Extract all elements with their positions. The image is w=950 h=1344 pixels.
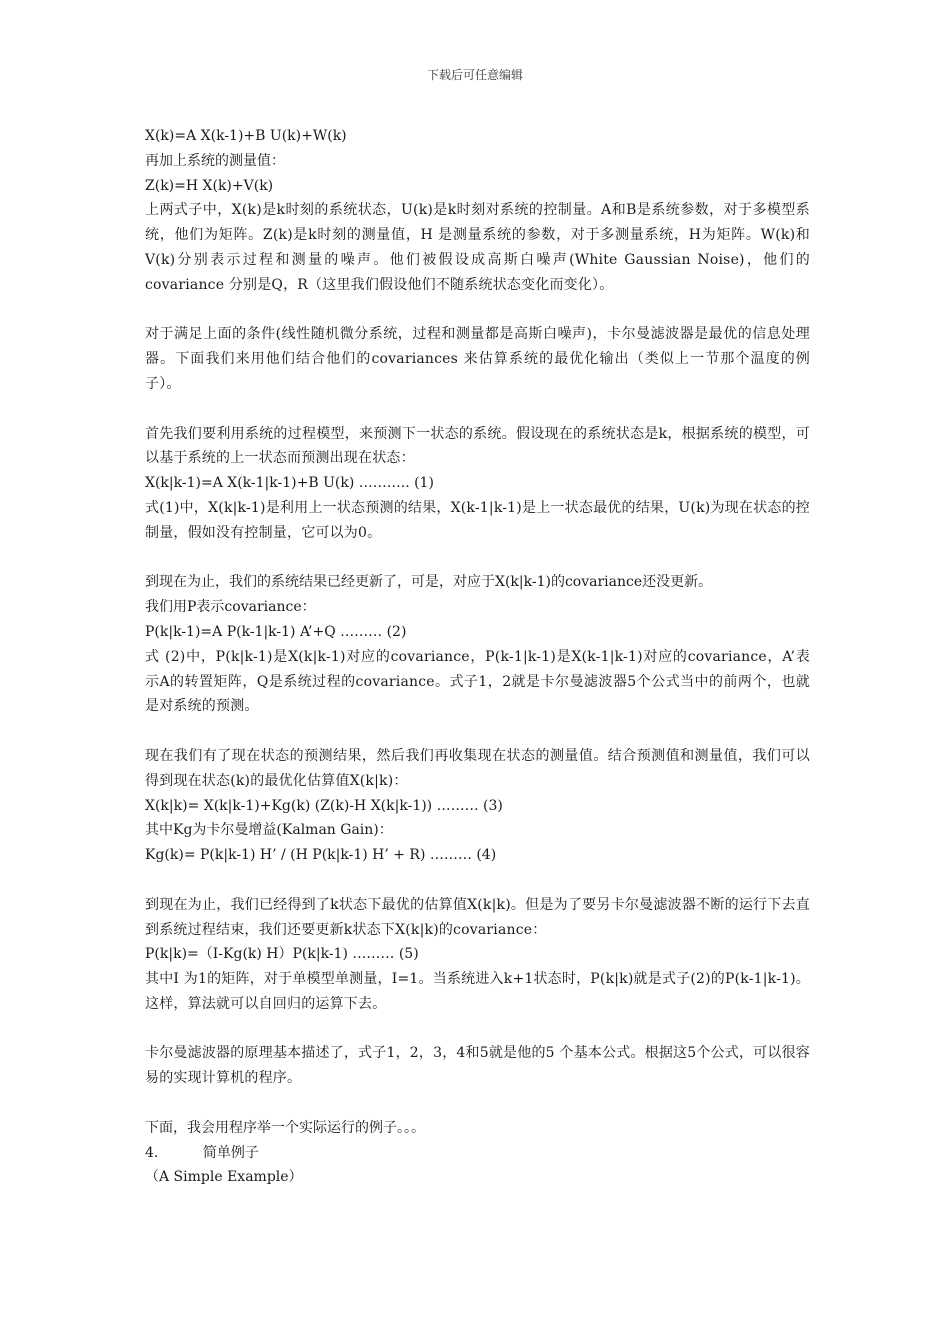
text-line: X(k|k-1)=A X(k-1|k-1)+B U(k) ……….. (1) [145,475,434,492]
paragraph-spacer [145,546,810,571]
text-line: 再加上系统的测量值： [145,152,285,169]
text-line: 下面，我会用程序举一个实际运行的例子。。。 [145,1119,425,1136]
paragraph-spacer [145,1091,810,1116]
paragraph: 其中I 为1的矩阵，对于单模型单测量，I=1。当系统进入k+1状态时，P(k|k)就是式子(2)的P(k-1|k-1)。这样，算法就可以自回归的运算下去。 [145,971,810,1012]
paragraph-spacer [145,719,810,744]
paragraph: 对于满足上面的条件(线性随机微分系统，过程和测量都是高斯白噪声)，卡尔曼滤波器是最优的信息处理器。下面我们来用他们结合他们的covariances 来估算系统的最优化输出（类似上一节那个温度的例子）。 [145,326,810,392]
paragraph-spacer [145,397,810,422]
document-body [145,124,810,1190]
text-line: 4. 简单例子 [145,1144,259,1161]
text-line: Kg(k)= P(k|k-1) H’ / (H P(k|k-1) H’ + R) ……… (4) [145,847,497,864]
paragraph: 卡尔曼滤波器的原理基本描述了，式子1，2，3，4和5就是他的5 个基本公式。根据这5个公式，可以很容易的实现计算机的程序。 [145,1045,810,1087]
text-line: 到现在为止，我们的系统结果已经更新了，可是，对应于X(k|k-1)的covariance还没更新。 [145,574,713,591]
page-header: 下载后可任意编辑 [426,68,523,82]
paragraph-spacer [145,1017,810,1042]
paragraph: 式(1)中，X(k|k-1)是利用上一状态预测的结果，X(k-1|k-1)是上一状态最优的结果，U(k)为现在状态的控制量，假如没有控制量，它可以为0。 [145,499,810,541]
text-line: （A Simple Example） [145,1169,303,1186]
paragraph-spacer [145,868,810,893]
text-line: 我们用P表示covariance： [145,599,316,616]
paragraph: 上两式子中，X(k)是k时刻的系统状态，U(k)是k时刻对系统的控制量。A和B是系统参数，对于多模型系统，他们为矩阵。Z(k)是k时刻的测量值，H 是测量系统的参数，对于多测量系统，H为矩阵。W(k)和V(k)分别表示过程和测量的噪声。他们被假设成高斯白噪声(White Gaussian Noise)，他们的covariance 分别是Q，R（这里我们假设他们不随系统状态变化而变化）。 [145,202,810,293]
text-line: P(k|k)=（I-Kg(k) H）P(k|k-1) ……… (5) [145,946,419,963]
text-line: P(k|k-1)=A P(k-1|k-1) A’+Q ……… (2) [145,623,407,640]
paragraph: 首先我们要利用系统的过程模型，来预测下一状态的系统。假设现在的系统状态是k，根据系统的模型，可以基于系统的上一状态而预测出现在状态： [145,425,810,467]
paragraph-spacer [145,298,810,323]
paragraph: 到现在为止，我们已经得到了k状态下最优的估算值X(k|k)。但是为了要另卡尔曼滤波器不断的运行下去直到系统过程结束，我们还要更新k状态下X(k|k)的covariance： [145,896,810,938]
text-line: Z(k)=H X(k)+V(k) [145,177,274,194]
paragraph: 式 (2)中，P(k|k-1)是X(k|k-1)对应的covariance，P(k-1|k-1)是X(k-1|k-1)对应的covariance，A’表示A的转置矩阵，Q是系统过程的covariance。式子1，2就是卡尔曼滤波器5个公式当中的前两个，也就是对系统的预测。 [145,648,810,715]
paragraph: 现在我们有了现在状态的预测结果，然后我们再收集现在状态的测量值。结合预测值和测量值，我们可以得到现在状态(k)的最优化估算值X(k|k)： [145,747,810,789]
text-line: X(k)=A X(k-1)+B U(k)+W(k) [145,128,347,144]
text-line: 其中Kg为卡尔曼增益(Kalman Gain)： [145,822,393,839]
text-line: X(k|k)= X(k|k-1)+Kg(k) (Z(k)-H X(k|k-1)) ……… (3) [145,797,503,814]
